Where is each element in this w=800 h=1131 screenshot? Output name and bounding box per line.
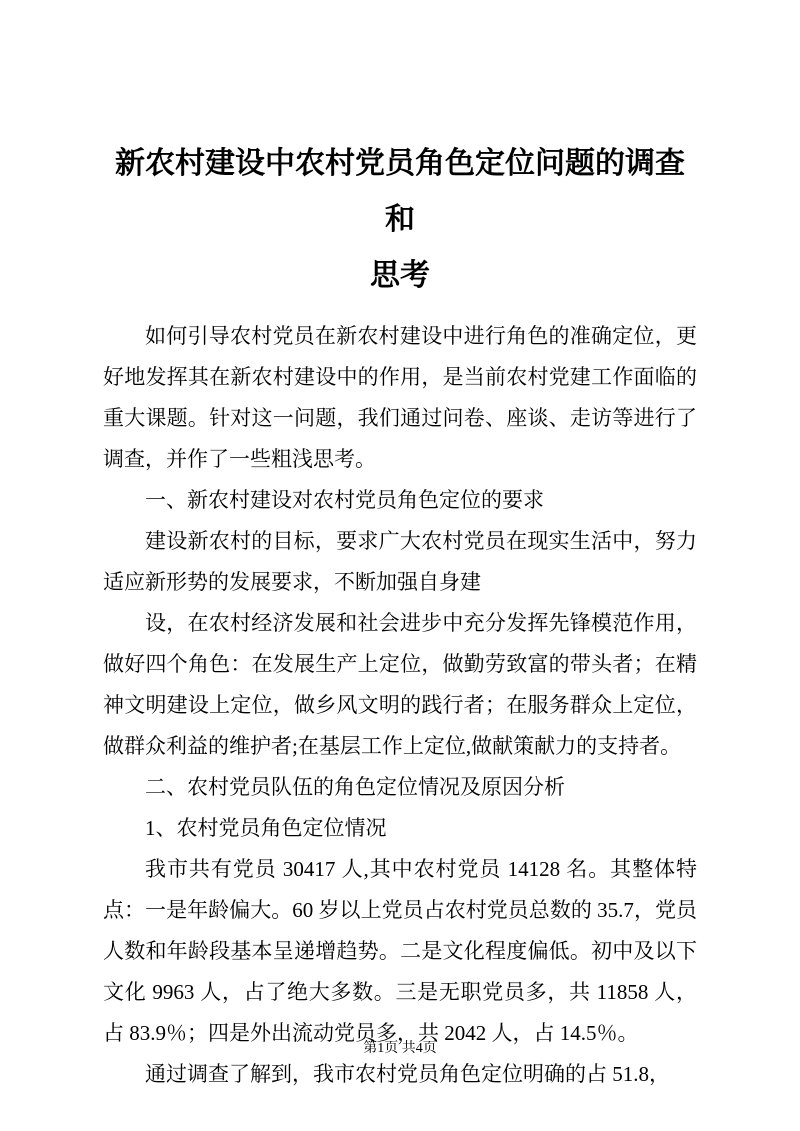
paragraph: 一、新农村建设对农村党员角色定位的要求	[145, 488, 544, 512]
paragraph: 二、农村党员队伍的角色定位情况及原因分析	[145, 775, 565, 799]
paragraph: 如何引导农村党员在新农村建设中进行角色的准确定位，更好地发挥其在新农村建设中的作用，是当前农村党建工作面临的重大课题。针对这一问题，我们通过问卷、座谈、走访等进行了调查，并作了一些粗浅思考。	[103, 324, 697, 471]
document-title-line-1: 新农村建设中农村党员角色定位问题的调查和	[115, 147, 685, 236]
page-number-label: 第1页 共4页	[363, 1041, 437, 1056]
page-footer	[0, 1039, 800, 1059]
document-title	[103, 136, 697, 304]
paragraph: 建设新农村的目标，要求广大农村党员在现实生活中，努力适应新形势的发展要求，不断加强自身建	[103, 529, 697, 594]
paragraph: 我市共有党员 30417 人,其中农村党员 14128 名。其整体特点：一是年龄偏大。60 岁以上党员占农村党员总数的 35.7，党员人数和年龄段基本呈递增趋势。二是文化程度偏低。初中及以下文化 9963 人，占了绝大多数。三是无职党员多，共 11858 人，占 83.9％；四是外出流动党员多，共 2042 人，占 14.5％。	[103, 857, 697, 1045]
paragraph: 1、农村党员角色定位情况	[145, 816, 387, 840]
paragraph: 设，在农村经济发展和社会进步中充分发挥先锋模范作用，做好四个角色：在发展生产上定位，做勤劳致富的带头者；在精神文明建设上定位，做乡风文明的践行者；在服务群众上定位，做群众利益的维护者;在基层工作上定位,做献策献力的支持者。	[103, 611, 697, 758]
paragraph: 通过调查了解到，我市农村党员角色定位明确的占 51.8，	[145, 1062, 670, 1086]
document-body	[103, 316, 697, 1095]
document-title-line-2: 思考	[370, 259, 430, 292]
